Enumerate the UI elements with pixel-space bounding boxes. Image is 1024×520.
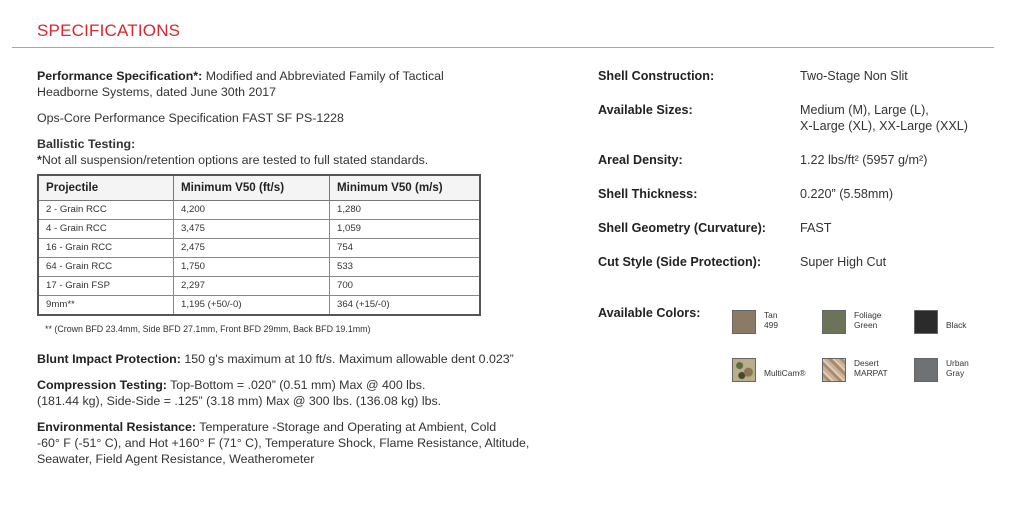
spec-row-available-sizes [598,102,1018,134]
table-header-row [38,175,480,201]
performance-spec-text-2: Headborne Systems, dated June 30th 2017 [37,85,277,99]
table-cell: 2,297 [174,277,330,296]
color-chip [822,310,846,334]
color-name: Black [946,320,967,330]
color-chip [822,358,846,382]
table-cell: 2 - Grain RCC [38,201,174,220]
table-header: Minimum V50 (m/s) [330,175,481,201]
spec-row-cut-style [598,254,1018,270]
title-divider [12,47,994,48]
table-cell: 9mm** [38,296,174,316]
table-row [38,201,480,220]
left-column [37,68,557,477]
blunt-impact [37,351,557,367]
performance-spec-label: Performance Specification*: [37,69,203,83]
available-colors [598,306,700,320]
spec-row-shell-construction [598,68,1018,84]
table-cell: 3,475 [174,220,330,239]
spec-value: 1.22 lbs/ft² (5957 g/m²) [800,153,928,167]
table-header: Minimum V50 (ft/s) [174,175,330,201]
color-swatch-desert-marpat [822,358,888,382]
compression-testing [37,377,557,409]
table-cell: 1,280 [330,201,481,220]
spec-value: Two-Stage Non Slit [800,69,908,83]
spec-value: Medium (M), Large (L), X-Large (XL), XX-Large (XXL) [800,103,968,133]
table-cell: 4 - Grain RCC [38,220,174,239]
table-cell: 2,475 [174,239,330,258]
spec-label: Cut Style (Side Protection): [598,255,762,269]
table-cell: 364 (+15/-0) [330,296,481,316]
available-colors-label: Available Colors: [598,306,701,320]
color-name: Desert MARPAT [854,358,888,378]
compression-text-2: (181.44 kg), Side-Side = .125” (3.18 mm) Max @ 300 lbs. (136.08 kg) lbs. [37,394,442,408]
section-title: SPECIFICATIONS [37,21,181,40]
ballistic-note-star: * [37,153,42,167]
blunt-impact-text: 150 g's maximum at 10 ft/s. Maximum allowable dent 0.023” [180,352,514,366]
environmental-text-1: Temperature -Storage and Operating at Ambient, Cold [196,420,497,434]
spec-label: Shell Thickness: [598,187,698,201]
spec-row-shell-geometry [598,220,1018,236]
environmental-text-2: -60° F (-51° C), and Hot +160° F (71° C), Temperature Shock, Flame Resistance, Altitude, [37,436,530,450]
table-row [38,277,480,296]
table-row [38,296,480,316]
color-swatch-multicam [732,358,806,382]
table-cell: 700 [330,277,481,296]
color-swatch-tan [732,310,778,334]
table-cell: 64 - Grain RCC [38,258,174,277]
spec-value: 0.220” (5.58mm) [800,187,894,201]
spec-value: FAST [800,221,832,235]
color-chip [732,358,756,382]
color-name: MultiCam® [764,368,806,378]
ballistic-note: Not all suspension/retention options are tested to full stated standards. [41,153,429,167]
table-row [38,258,480,277]
compression-label: Compression Testing: [37,378,167,392]
table-cell: 1,195 (+50/-0) [174,296,330,316]
table-cell: 4,200 [174,201,330,220]
color-swatch-foliage-green [822,310,881,334]
table-cell: 754 [330,239,481,258]
table-cell: 17 - Grain FSP [38,277,174,296]
table-cell: 533 [330,258,481,277]
right-column [598,68,1018,288]
table-row [38,239,480,258]
table-cell: 16 - Grain RCC [38,239,174,258]
blunt-impact-label: Blunt Impact Protection: [37,352,181,366]
performance-spec-text-1: Modified and Abbreviated Family of Tactical [202,69,444,83]
table-header: Projectile [38,175,174,201]
color-chip [732,310,756,334]
color-swatch-black [914,310,966,334]
table-cell: 1,750 [174,258,330,277]
ballistic-label: Ballistic Testing: [37,137,136,151]
spec-row-shell-thickness [598,186,1018,202]
environmental-text-3: Seawater, Field Agent Resistance, Weatherometer [37,452,315,466]
spec-label: Areal Density: [598,153,683,167]
table-row [38,220,480,239]
color-chip [914,358,938,382]
table-footnote: ** (Crown BFD 23.4mm, Side BFD 27.1mm, Front BFD 29mm, Back BFD 19.1mm) [45,324,371,334]
color-name: Tan 499 [764,310,778,330]
spec-value: Super High Cut [800,255,887,269]
compression-text-1: Top-Bottom = .020” (0.51 mm) Max @ 400 lbs. [166,378,426,392]
color-chip [914,310,938,334]
spec-label: Available Sizes: [598,103,693,117]
color-name: Urban Gray [946,358,969,378]
opscore-spec: Ops-Core Performance Specification FAST SF PS-1228 [37,111,344,125]
environmental-label: Environmental Resistance: [37,420,197,434]
ballistic-section [37,136,557,168]
table-cell: 1,059 [330,220,481,239]
spec-label: Shell Construction: [598,69,715,83]
spec-row-areal-density [598,152,1018,168]
spec-label: Shell Geometry (Curvature): [598,221,766,235]
performance-spec [37,68,557,100]
color-swatch-urban-gray [914,358,969,382]
environmental-resistance [37,419,557,467]
ballistic-table [37,174,481,316]
color-name: Foliage Green [854,310,882,330]
